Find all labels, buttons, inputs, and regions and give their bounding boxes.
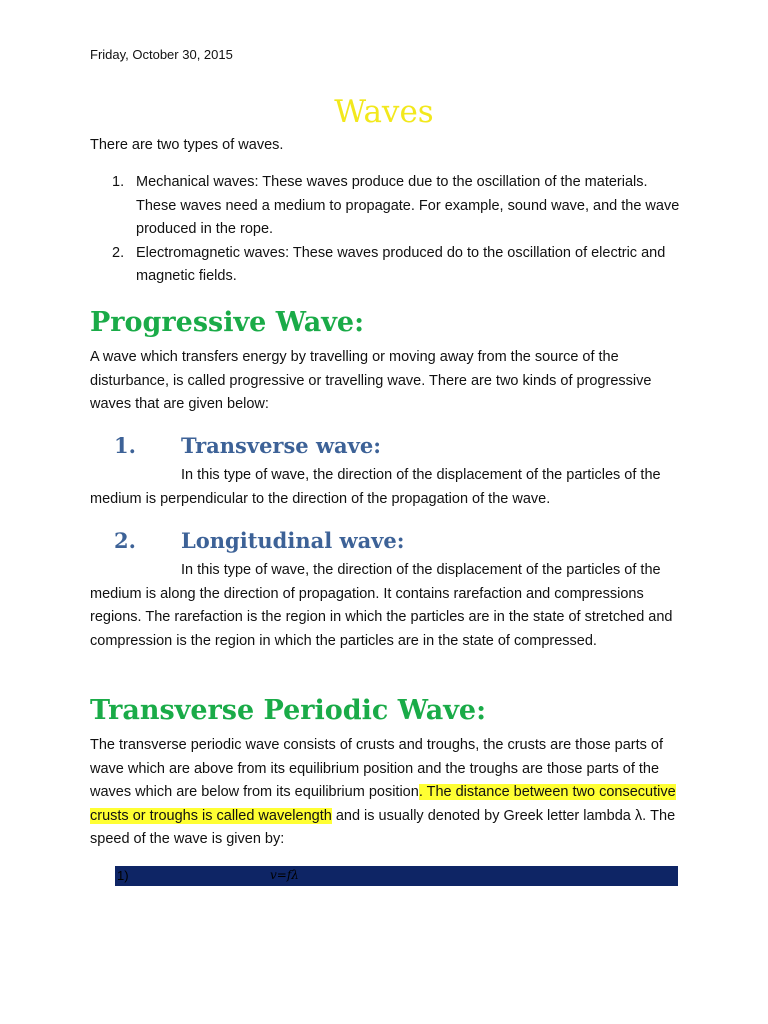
progressive-wave-heading: Progressive Wave: [90,307,365,338]
transverse-wave-paragraph [90,464,680,511]
progressive-wave-paragraph: A wave which transfers energy by travelling or moving away from the source of the disturbance, is called progressive or travelling wave. There are two kinds of progressive waves that are given below: [90,349,652,412]
document-date: Friday, October 30, 2015 [90,47,233,62]
highlighted-text: . The distance between two consecutive crusts or troughs is called wavelength [90,784,676,824]
list-item-number: 1. [112,174,125,190]
wave-types-list [90,171,680,289]
heading-number: 1. [114,433,136,458]
list-item [90,242,680,289]
longitudinal-wave-text: In this type of wave, the direction of the displacement of the particles of the medium is along the direction of propagation. It contains rarefaction and compressions regions. The rarefaction is the region in which the particles are in the state of stretched and compression is the region in which the particles are in the state of compressed. [90,562,673,649]
heading-text: Transverse wave: [181,433,381,458]
equation-bar [115,866,678,886]
list-item-text: Mechanical waves: These waves produce due to the oscillation of the materials. These waves need a medium to propagate. For example, sound wave, and the wave produced in the rope. [136,174,680,237]
document-title: Waves [334,94,434,130]
list-item-number: 2. [112,244,125,261]
transverse-periodic-wave-paragraph [90,734,680,852]
transverse-periodic-wave-heading: Transverse Periodic Wave: [90,695,487,726]
longitudinal-wave-paragraph [90,559,680,653]
intro-paragraph: There are two types of waves. [90,137,284,153]
list-item [90,171,680,242]
list-item-text: Electromagnetic waves: These waves produced do to the oscillation of electric and magnetic fields. [136,244,666,284]
paragraph-text: and is usually denoted by Greek letter lambda λ. The speed of the wave is given by: [90,807,676,847]
heading-number: 2. [114,528,136,553]
heading-text: Longitudinal wave: [181,528,405,553]
equation-number: 1) [117,868,129,883]
paragraph-text: The transverse periodic wave consists of crusts and troughs, the crusts are those parts of wave which are above from its equilibrium position and the troughs are those parts of the waves which are below from its equilibrium position [90,737,664,800]
equation-text: v=fλ [270,868,299,882]
transverse-wave-text: In this type of wave, the direction of the displacement of the particles of the medium is perpendicular to the direction of the propagation of the wave. [90,467,661,507]
